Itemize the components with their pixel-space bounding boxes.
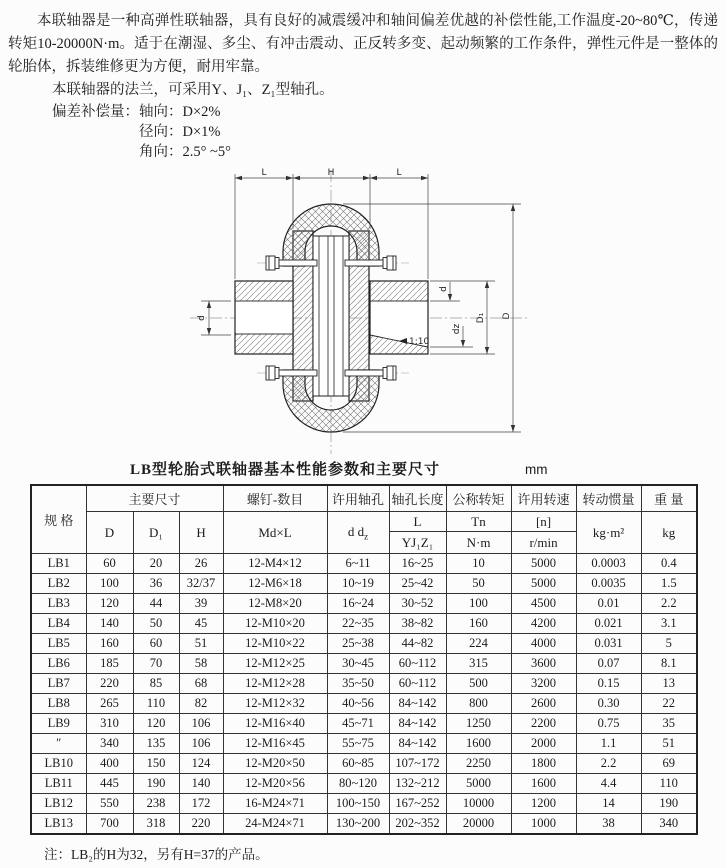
table-cell: 318 bbox=[133, 814, 179, 835]
table-cell: LB7 bbox=[31, 674, 86, 694]
table-row bbox=[31, 594, 697, 614]
table-cell: 60 bbox=[86, 554, 133, 574]
arrow bbox=[207, 328, 211, 335]
dim-label-d-right: d bbox=[439, 286, 449, 292]
table-cell: LB4 bbox=[31, 614, 86, 634]
col-header-yjz: YJ₁Z₁ bbox=[389, 532, 446, 554]
arrow bbox=[485, 281, 489, 288]
table-cell: 0.0003 bbox=[576, 554, 641, 574]
col-header-d: D bbox=[86, 512, 133, 554]
table-cell: ″ bbox=[31, 734, 86, 754]
flange-types-line: 本联轴器的法兰，可采用Y、J₁、Z₁型轴孔。 bbox=[52, 82, 334, 98]
table-cell: 25~38 bbox=[327, 634, 389, 654]
table-cell: 3600 bbox=[511, 654, 576, 674]
table-cell: 106 bbox=[179, 734, 223, 754]
table-cell: 4500 bbox=[511, 594, 576, 614]
table-cell: LB13 bbox=[31, 814, 86, 835]
table-cell: LB2 bbox=[31, 574, 86, 594]
col-header-d1: D₁ bbox=[133, 512, 179, 554]
table-cell: 265 bbox=[86, 694, 133, 714]
table-cell: 238 bbox=[133, 794, 179, 814]
arrow bbox=[461, 340, 465, 347]
table-cell: 38 bbox=[576, 814, 641, 835]
table-cell: 12-M8×20 bbox=[223, 594, 327, 614]
table-row bbox=[31, 694, 697, 714]
table-cell: 185 bbox=[86, 654, 133, 674]
table-cell: 12-M20×50 bbox=[223, 754, 327, 774]
table-cell: 4200 bbox=[511, 614, 576, 634]
table-cell: 550 bbox=[86, 794, 133, 814]
table-cell: 12-M10×22 bbox=[223, 634, 327, 654]
table-cell: 10 bbox=[446, 554, 511, 574]
table-cell: 500 bbox=[446, 674, 511, 694]
table-cell: 220 bbox=[86, 674, 133, 694]
table-cell: 3200 bbox=[511, 674, 576, 694]
table-cell: 40~56 bbox=[327, 694, 389, 714]
table-cell: 135 bbox=[133, 734, 179, 754]
table-row bbox=[31, 574, 697, 594]
table-cell: 310 bbox=[86, 714, 133, 734]
table-cell: LB9 bbox=[31, 714, 86, 734]
table-cell: 60~112 bbox=[389, 654, 446, 674]
col-header-screws: 螺钉-数目 bbox=[223, 485, 327, 512]
col-header-main-dims: 主要尺寸 bbox=[86, 485, 223, 512]
arrow bbox=[448, 294, 452, 301]
table-cell: 1600 bbox=[511, 774, 576, 794]
table-row bbox=[31, 554, 697, 574]
table-row bbox=[31, 814, 697, 835]
table-cell: 25~42 bbox=[389, 574, 446, 594]
table-unit: mm bbox=[525, 462, 548, 477]
table-cell: 4000 bbox=[511, 634, 576, 654]
table-row bbox=[31, 714, 697, 734]
table-cell: 0.0035 bbox=[576, 574, 641, 594]
table-cell: 60~112 bbox=[389, 674, 446, 694]
col-header-screw-size: Md×L bbox=[223, 512, 327, 554]
table-cell: 6~11 bbox=[327, 554, 389, 574]
table-cell: 110 bbox=[133, 694, 179, 714]
table-cell: LB12 bbox=[31, 794, 86, 814]
table-cell: 202~352 bbox=[389, 814, 446, 835]
col-header-spec: 规 格 bbox=[31, 485, 86, 554]
col-header-tn: Tn bbox=[446, 512, 511, 532]
taper-label: 1:10 bbox=[409, 337, 430, 347]
table-cell: 190 bbox=[641, 794, 697, 814]
table-cell: 1.5 bbox=[641, 574, 697, 594]
col-header-n: [n] bbox=[511, 512, 576, 532]
col-header-inertia: 转动惯量 bbox=[576, 485, 641, 512]
compensation-radial: 径向：D×1% bbox=[139, 124, 221, 140]
table-cell: 1.1 bbox=[576, 734, 641, 754]
table-cell: 1200 bbox=[511, 794, 576, 814]
col-header-weight: 重 量 bbox=[641, 485, 697, 512]
table-cell: 30~52 bbox=[389, 594, 446, 614]
table-cell: 32/37 bbox=[179, 574, 223, 594]
table-title-row bbox=[30, 458, 718, 482]
table-cell: 120 bbox=[133, 714, 179, 734]
table-cell: 10~19 bbox=[327, 574, 389, 594]
table-cell: LB1 bbox=[31, 554, 86, 574]
table-cell: 0.01 bbox=[576, 594, 641, 614]
table-cell: 1600 bbox=[446, 734, 511, 754]
shaft-left-wall-bottom bbox=[235, 334, 293, 354]
coupling-drawing bbox=[165, 166, 557, 458]
table-cell: 132~212 bbox=[389, 774, 446, 794]
table-cell: 445 bbox=[86, 774, 133, 794]
footnote: 注：LB₂的H为32，另有H=37的产品。 bbox=[44, 847, 269, 862]
table-cell: 124 bbox=[179, 754, 223, 774]
table-cell: 16~24 bbox=[327, 594, 389, 614]
coupling-drawing-svg bbox=[165, 166, 557, 458]
table-cell: 35~50 bbox=[327, 674, 389, 694]
arrow bbox=[511, 425, 515, 432]
hub-center bbox=[313, 236, 349, 396]
table-cell: 5000 bbox=[511, 554, 576, 574]
table-cell: LB5 bbox=[31, 634, 86, 654]
dim-label-l-left: L bbox=[261, 168, 267, 178]
table-cell: 100 bbox=[446, 594, 511, 614]
table-cell: 84~142 bbox=[389, 714, 446, 734]
table-cell: 30~45 bbox=[327, 654, 389, 674]
table-cell: 315 bbox=[446, 654, 511, 674]
table-cell: 45 bbox=[179, 614, 223, 634]
table-cell: 12-M16×40 bbox=[223, 714, 327, 734]
table-row bbox=[31, 674, 697, 694]
table-row bbox=[31, 774, 697, 794]
table-cell: 55~75 bbox=[327, 734, 389, 754]
table-cell: 60 bbox=[133, 634, 179, 654]
col-header-torque: 公称转矩 bbox=[446, 485, 511, 512]
col-header-bore-d-dz bbox=[327, 512, 389, 554]
bore-label-sub: z bbox=[364, 531, 369, 542]
table-cell: 39 bbox=[179, 594, 223, 614]
table-cell: 12-M10×20 bbox=[223, 614, 327, 634]
table-cell: 0.75 bbox=[576, 714, 641, 734]
table-cell: 1250 bbox=[446, 714, 511, 734]
table-cell: 12-M12×28 bbox=[223, 674, 327, 694]
table-cell: 100 bbox=[86, 574, 133, 594]
col-header-h: H bbox=[179, 512, 223, 554]
table-cell: 35 bbox=[641, 714, 697, 734]
table-cell: 800 bbox=[446, 694, 511, 714]
table-cell: 82 bbox=[179, 694, 223, 714]
dim-label-d-left: d bbox=[197, 315, 207, 321]
table-cell: 20000 bbox=[446, 814, 511, 835]
dim-label-d1: D₁ bbox=[476, 312, 486, 324]
table-row bbox=[31, 614, 697, 634]
compensation-angular: 角向：2.5° ~5° bbox=[139, 144, 231, 160]
table-title: LB型轮胎式联轴器基本性能参数和主要尺寸 bbox=[130, 462, 441, 478]
table-cell: 50 bbox=[133, 614, 179, 634]
table-cell: 16~25 bbox=[389, 554, 446, 574]
col-header-bore-length: 轴孔长度 bbox=[389, 485, 446, 512]
table-cell: 190 bbox=[133, 774, 179, 794]
table-cell: 172 bbox=[179, 794, 223, 814]
table-cell: 12-M12×25 bbox=[223, 654, 327, 674]
col-header-speed: 许用转速 bbox=[511, 485, 576, 512]
table-cell: LB6 bbox=[31, 654, 86, 674]
table-cell: 8.1 bbox=[641, 654, 697, 674]
table-cell: 22 bbox=[641, 694, 697, 714]
right-d-dimension bbox=[430, 282, 473, 347]
table-cell: 100~150 bbox=[327, 794, 389, 814]
bore-label-base: d d bbox=[347, 523, 365, 539]
table-cell: LB10 bbox=[31, 754, 86, 774]
compensation-axial: 轴向：D×2% bbox=[139, 104, 221, 120]
table-cell: 106 bbox=[179, 714, 223, 734]
table-cell: 1000 bbox=[511, 814, 576, 835]
table-cell: 0.07 bbox=[576, 654, 641, 674]
dim-label-h: H bbox=[327, 168, 335, 178]
table-cell: 2000 bbox=[511, 734, 576, 754]
table-cell: 12-M20×56 bbox=[223, 774, 327, 794]
table-cell: 58 bbox=[179, 654, 223, 674]
col-header-inertia-unit: kg·m² bbox=[576, 512, 641, 554]
table-cell: 80~120 bbox=[327, 774, 389, 794]
col-header-length-l: L bbox=[389, 512, 446, 532]
table-row bbox=[31, 654, 697, 674]
table-cell: 120 bbox=[86, 594, 133, 614]
table-cell: 0.021 bbox=[576, 614, 641, 634]
table-cell: 84~142 bbox=[389, 694, 446, 714]
table-cell: 2250 bbox=[446, 754, 511, 774]
table-cell: 13 bbox=[641, 674, 697, 694]
table-cell: 20 bbox=[133, 554, 179, 574]
table-cell: 2600 bbox=[511, 694, 576, 714]
table-cell: 0.15 bbox=[576, 674, 641, 694]
table-cell: 85 bbox=[133, 674, 179, 694]
table-cell: 45~71 bbox=[327, 714, 389, 734]
table-cell: 12-M12×32 bbox=[223, 694, 327, 714]
intro-paragraph: 本联轴器是一种高弹性联轴器，具有良好的减震缓冲和轴间偏差优越的补偿性能,工作温度-20~80℃，传递转矩10-20000N·m。适于在潮湿、多尘、有冲击震动、正反转多变、起动频繁的工作条件，弹性元件是一整体的轮胎体，拆装维修更为方便，耐用牢靠。 bbox=[8, 13, 718, 75]
table-cell: 36 bbox=[133, 574, 179, 594]
table-cell: 44 bbox=[133, 594, 179, 614]
col-header-bore: 许用轴孔 bbox=[327, 485, 389, 512]
table-cell: 110 bbox=[641, 774, 697, 794]
table-cell: 70 bbox=[133, 654, 179, 674]
table-cell: 160 bbox=[446, 614, 511, 634]
table-cell: 150 bbox=[133, 754, 179, 774]
table-cell: 51 bbox=[641, 734, 697, 754]
table-cell: 140 bbox=[86, 614, 133, 634]
table-cell: 1800 bbox=[511, 754, 576, 774]
table-cell: 16-M24×71 bbox=[223, 794, 327, 814]
table-cell: 69 bbox=[641, 754, 697, 774]
table-row bbox=[31, 794, 697, 814]
arrow bbox=[511, 204, 515, 211]
table-cell: 60~85 bbox=[327, 754, 389, 774]
table-cell: LB11 bbox=[31, 774, 86, 794]
table-cell: 51 bbox=[179, 634, 223, 654]
table-cell: 0.031 bbox=[576, 634, 641, 654]
table-cell: 50 bbox=[446, 574, 511, 594]
dim-label-big-d: D bbox=[502, 312, 512, 320]
table-cell: 400 bbox=[86, 754, 133, 774]
table-cell: 220 bbox=[179, 814, 223, 835]
compensation-label: 偏差补偿量： bbox=[52, 104, 139, 120]
table-cell: 12-M4×12 bbox=[223, 554, 327, 574]
col-header-weight-unit: kg bbox=[641, 512, 697, 554]
table-cell: 2200 bbox=[511, 714, 576, 734]
dim-label-dz: dz bbox=[452, 323, 462, 335]
table-cell: 340 bbox=[641, 814, 697, 835]
table-cell: 2.2 bbox=[641, 594, 697, 614]
arrow bbox=[207, 301, 211, 308]
col-header-torque-unit: N·m bbox=[446, 532, 511, 554]
table-cell: 22~35 bbox=[327, 614, 389, 634]
table-cell: 5000 bbox=[446, 774, 511, 794]
table-cell: 84~142 bbox=[389, 734, 446, 754]
table-body bbox=[31, 554, 697, 835]
table-cell: 160 bbox=[86, 634, 133, 654]
shaft-right-wall-top bbox=[370, 281, 428, 301]
table-row bbox=[31, 754, 697, 774]
table-cell: 10000 bbox=[446, 794, 511, 814]
table-row bbox=[31, 734, 697, 754]
table-cell: 130~200 bbox=[327, 814, 389, 835]
compensation-block bbox=[52, 102, 718, 162]
table-cell: 5000 bbox=[511, 574, 576, 594]
table-cell: 700 bbox=[86, 814, 133, 835]
table-cell: 224 bbox=[446, 634, 511, 654]
table-cell: LB3 bbox=[31, 594, 86, 614]
table-cell: 38~82 bbox=[389, 614, 446, 634]
table-cell: 24-M24×71 bbox=[223, 814, 327, 835]
table-cell: 68 bbox=[179, 674, 223, 694]
shaft-left-wall-top bbox=[235, 281, 293, 301]
col-header-speed-unit: r/min bbox=[511, 532, 576, 554]
table-cell: 140 bbox=[179, 774, 223, 794]
table-cell: 0.4 bbox=[641, 554, 697, 574]
table-cell: 107~172 bbox=[389, 754, 446, 774]
table-cell: 44~82 bbox=[389, 634, 446, 654]
table-row bbox=[31, 634, 697, 654]
table-cell: 167~252 bbox=[389, 794, 446, 814]
spec-table bbox=[30, 484, 698, 835]
table-cell: 5 bbox=[641, 634, 697, 654]
compensation-items bbox=[139, 102, 231, 162]
table-cell: 3.1 bbox=[641, 614, 697, 634]
arrow bbox=[485, 347, 489, 354]
table-cell: 0.30 bbox=[576, 694, 641, 714]
table-cell: LB8 bbox=[31, 694, 86, 714]
table-cell: 12-M6×18 bbox=[223, 574, 327, 594]
table-cell: 2.2 bbox=[576, 754, 641, 774]
dim-label-l-right: L bbox=[396, 168, 402, 178]
table-cell: 26 bbox=[179, 554, 223, 574]
table-cell: 14 bbox=[576, 794, 641, 814]
table-cell: 340 bbox=[86, 734, 133, 754]
table-cell: 12-M16×45 bbox=[223, 734, 327, 754]
table-cell: 4.4 bbox=[576, 774, 641, 794]
